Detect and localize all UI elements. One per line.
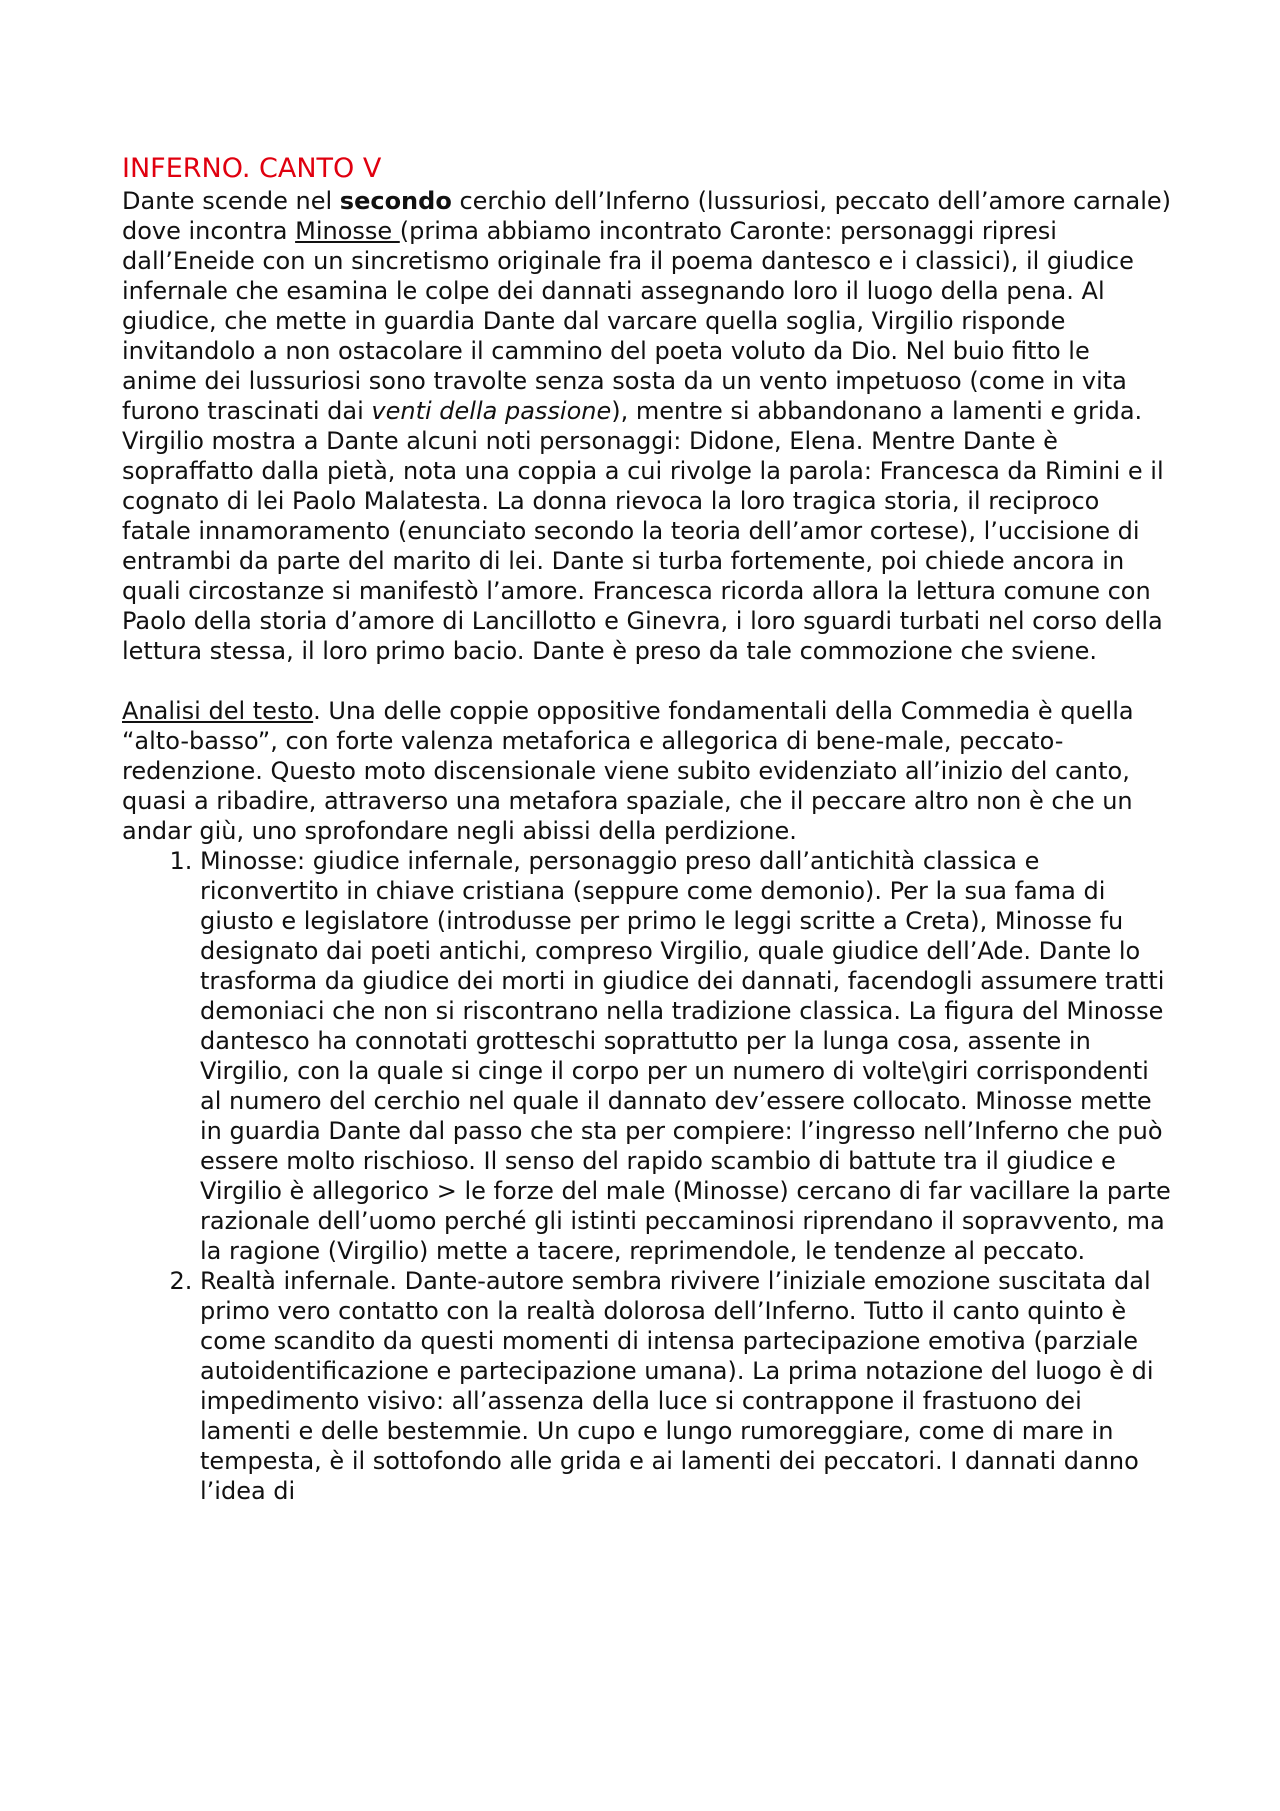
list-item: 1. Minosse: giudice infernale, personaggio preso dall’antichità classica e riconvertito in chiave cristiana (seppure come demonio). Per la sua fama di giusto e legislatore (introdusse per primo le leggi scritte a Creta), Minosse fu designato dai poeti antichi, compreso Virgilio, quale giudice dell’Ade. Dante lo trasforma da giudice dei morti in giudice dei dannati, facendogli assumere tratti demoniaci che non si riscontrano nella tradizione classica. La figura del Minosse dantesco ha connotati grotteschi soprattutto per la lunga cosa, assente in Virgilio, con la quale si cinge il corpo per un numero di volte\giri corrispondenti al numero del cerchio nel quale il dannato dev’essere collocato. Minosse mette in guardia Dante dal passo che sta per compiere: l’ingresso nell’Inferno che può essere molto rischioso. Il senso del rapido scambio di battute tra il giudice e Virgilio è allegorico > le forze del male (Minosse) cercano di far vacillare la parte razionale dell’uomo perché gli istinti peccaminosi riprendano il sopravvento, ma la ragione (Virgilio) mette a tacere, reprimendole, le tendenze al peccato. <box>200 846 1172 1266</box>
list-item: 2. Realtà infernale. Dante-autore sembra rivivere l’iniziale emozione suscitata dal primo vero contatto con la realtà dolorosa dell’Inferno. Tutto il canto quinto è come scandito da questi momenti di intensa partecipazione emotiva (parziale autoidentificazione e partecipazione umana). La prima notazione del luogo è di impedimento visivo: all’assenza della luce si contrappone il frastuono dei lamenti e delle bestemmie. Un cupo e lungo rumoreggiare, come di mare in tempesta, è il sottofondo alle grida e ai lamenti dei peccatori. I dannati danno l’idea di <box>200 1266 1172 1506</box>
analysis-paragraph <box>122 696 1172 846</box>
bold-text: secondo <box>339 187 452 215</box>
text-run: (prima abbiamo incontrato Caronte: personaggi ripresi dall’Eneide con un sincretismo originale fra il poema dantesco e i classici), il giudice infernale che esamina le colpe dei dannati assegnando loro il luogo della pena. Al giudice, che mette in guardia Dante dal varcare quella soglia, Virgilio risponde invitandolo a non ostacolare il cammino del poeta voluto da Dio. Nel buio fitto le anime dei lussuriosi sono travolte senza sosta da un vento impetuoso (come in vita furono trascinati dai <box>122 217 1134 425</box>
text-run: ), mentre si abbandonano a lamenti e grida. Virgilio mostra a Dante alcuni noti personaggi: Didone, Elena. Mentre Dante è sopraffatto dalla pietà, nota una coppia a cui rivolge la parola: Francesca da Rimini e il cognato di lei Paolo Malatesta. La donna rievoca la loro tragica storia, il reciproco fatale innamoramento (enunciato secondo la teoria dell’amor cortese), l’uccisione di entrambi da parte del marito di lei. Dante si turba fortemente, poi chiede ancora in quali circostanze si manifestò l’amore. Francesca ricorda allora la lettura comune con Paolo della storia d’amore di Lancillotto e Ginevra, i loro sguardi turbati nel corso della lettura stessa, il loro primo bacio. Dante è preso da tale commozione che sviene. <box>122 397 1164 665</box>
text-run: Dante scende nel <box>122 187 340 215</box>
summary-paragraph <box>122 186 1172 666</box>
analysis-heading: Analisi del testo <box>122 697 314 725</box>
document-page <box>122 152 1172 1506</box>
document-title: INFERNO. CANTO V <box>122 153 382 184</box>
paragraph-spacer <box>122 666 1172 696</box>
text-run: . Una delle coppie oppositive fondamentali della Commedia è quella “alto-basso”, con forte valenza metaforica e allegorica di bene-male, peccato-redenzione. Questo moto discensionale viene subito evidenziato all’inizio del canto, quasi a ribadire, attraverso una metafora spaziale, che il peccare altro non è che un andar giù, uno sprofondare negli abissi della perdizione. <box>122 697 1134 845</box>
text-run: cerchio dell’Inferno (lussuriosi, peccato dell’amore carnale) dove incontra <box>122 187 1172 245</box>
analysis-list <box>122 846 1172 1506</box>
underlined-text: Minosse <box>295 217 400 245</box>
italic-text: venti della passione <box>371 397 612 425</box>
